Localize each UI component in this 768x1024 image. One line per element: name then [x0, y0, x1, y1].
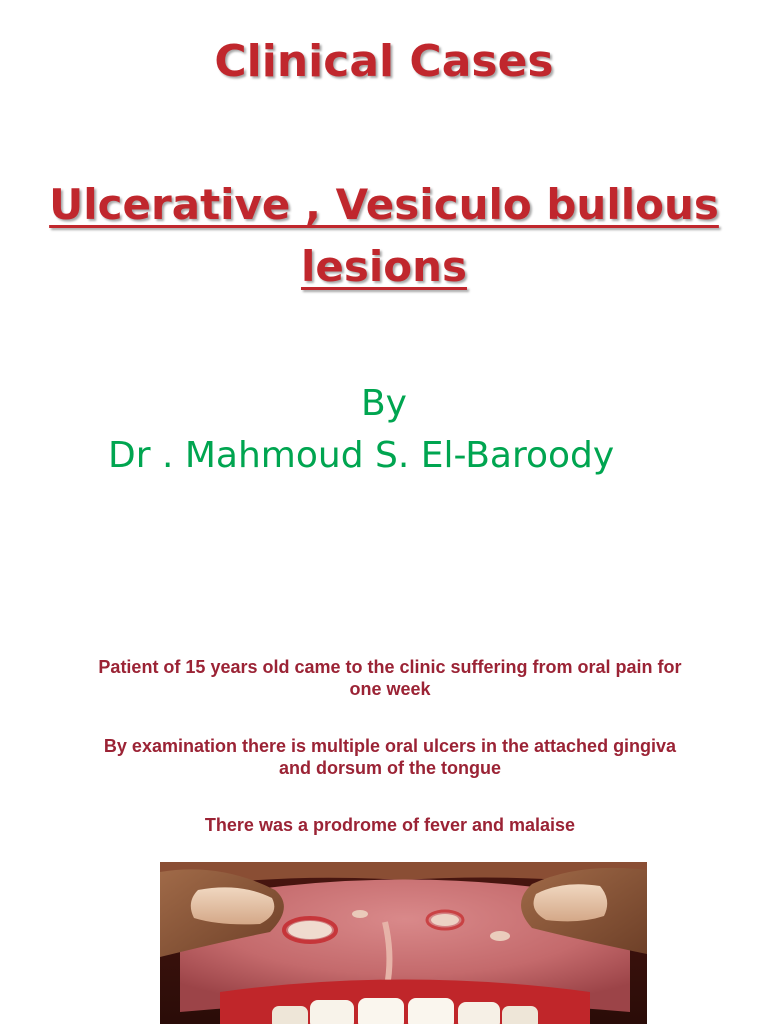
case-description-1: Patient of 15 years old came to the clinic suffering from oral pain for one week	[98, 657, 682, 699]
case-description-2: By examination there is multiple oral ulcers in the attached gingiva and dorsum of the tongue	[103, 736, 677, 778]
subtitle-line-2: lesions	[300, 242, 468, 291]
author-name: Dr . Mahmoud S. El-Baroody	[108, 435, 615, 476]
subtitle-line-1: Ulcerative , Vesiculo bullous	[49, 180, 719, 229]
slide-subtitle	[0, 174, 768, 298]
author-prefix: By	[360, 383, 407, 424]
case-description-3: There was a prodrome of fever and malaise	[204, 815, 576, 835]
slide-title: Clinical Cases	[214, 36, 554, 87]
clinical-photo	[160, 862, 647, 1024]
oral-ulcer-illustration	[160, 862, 647, 1024]
